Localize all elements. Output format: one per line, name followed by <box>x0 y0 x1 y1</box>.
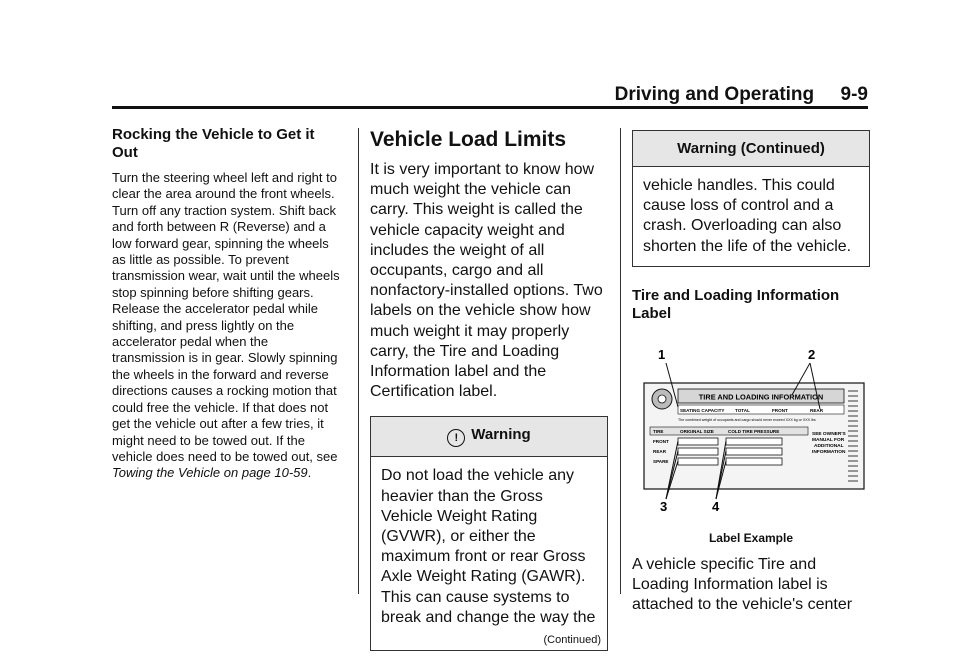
svg-text:TIRE: TIRE <box>653 428 664 434</box>
svg-text:FRONT: FRONT <box>772 407 788 413</box>
warning-icon: ! <box>447 429 465 447</box>
callout-2: 2 <box>808 346 816 362</box>
svg-text:MANUAL FOR: MANUAL FOR <box>812 437 845 443</box>
towing-reference-link[interactable]: Towing the Vehicle on page 10-59 <box>112 465 308 481</box>
svg-text:TOTAL: TOTAL <box>735 407 750 413</box>
rocking-text: Turn the steering wheel left and right to clear the area around the front wheels. Turn off any traction system. Shift back and forth between R (Reverse) and a low forward gear, spinning the wheels as little as possible. To prevent transmission wear, wait until the wheels stop spinning before shifting gears. Release the accelerator pedal while shifting, and press lightly on the accelerator pedal when the transmission is in gear. Slowly spinning the wheels in the forward and reverse directions causes a rocking motion that could free the vehicle. If that does not get the vehicle out after a few tries, it might need to be towed out. If the vehicle does need to be towed out, see <box>112 170 340 464</box>
column-left <box>112 126 344 482</box>
svg-text:SPARE: SPARE <box>653 458 669 464</box>
section-heading-rocking: Rocking the Vehicle to Get it Out <box>112 126 315 161</box>
svg-text:ADDITIONAL: ADDITIONAL <box>814 443 844 449</box>
svg-text:SEATING CAPACITY: SEATING CAPACITY <box>680 407 725 413</box>
tire-label-body: A vehicle specific Tire and Loading Information label is attached to the vehicle's center <box>632 555 853 614</box>
page-header <box>112 84 868 109</box>
svg-text:ORIGINAL SIZE: ORIGINAL SIZE <box>680 428 714 434</box>
figure-caption: Label Example <box>708 530 794 545</box>
tire-label-figure <box>632 343 870 523</box>
warning-title: Warning <box>471 426 531 444</box>
column-divider-2 <box>620 128 621 594</box>
section-heading-tire-label: Tire and Loading Information Label <box>632 286 840 322</box>
column-right <box>632 126 870 615</box>
warning-box <box>370 416 608 651</box>
load-limits-body: It is very important to know how much weight the vehicle can carry. This weight is called the vehicle capacity weight and includes the weight of all occupants, cargo and all nonfactory-installed options. Two labels on the vehicle show how much weight it may properly carry, the Tire and Loading Information label and the Certification label. <box>370 161 603 401</box>
warning-text: Do not load the vehicle any heavier than the Gross Vehicle Weight Rating (GVWR), or either the maximum front or rear Gross Axle Weight Rating (GAWR). This can cause systems to break and change the way the <box>381 467 596 626</box>
svg-text:COLD TIRE PRESSURE: COLD TIRE PRESSURE <box>728 428 780 434</box>
svg-text:FRONT: FRONT <box>653 438 669 444</box>
warning-continued-header: Warning (Continued) <box>633 131 869 167</box>
warning-header <box>371 417 607 457</box>
label-title: TIRE AND LOADING INFORMATION <box>698 392 824 402</box>
svg-text:REAR: REAR <box>810 407 824 413</box>
column-middle <box>370 126 608 651</box>
tire-label-illustration <box>632 343 870 523</box>
svg-text:INFORMATION: INFORMATION <box>812 449 846 455</box>
svg-text:SEE OWNER'S: SEE OWNER'S <box>812 431 846 437</box>
warning-continued-text: vehicle handles. This could cause loss of control and a crash. Overloading can also shorten the life of the vehicle. <box>643 177 852 255</box>
warning-continued: (Continued) <box>543 634 601 647</box>
svg-text:REAR: REAR <box>653 448 667 454</box>
column-divider-1 <box>358 128 359 594</box>
warning-continued-box <box>632 130 870 267</box>
callout-3: 3 <box>660 498 668 514</box>
callout-1: 1 <box>658 346 666 362</box>
section-heading-load-limits: Vehicle Load Limits <box>370 128 567 151</box>
rocking-end: . <box>307 465 312 481</box>
rocking-body <box>112 170 344 482</box>
combined-weight-text: The combined weight of occupants and cargo should never exceed XXX kg or XXX lbs <box>678 417 816 422</box>
page-header-title: Driving and Operating 9-9 <box>614 84 868 105</box>
callout-4: 4 <box>712 498 720 514</box>
